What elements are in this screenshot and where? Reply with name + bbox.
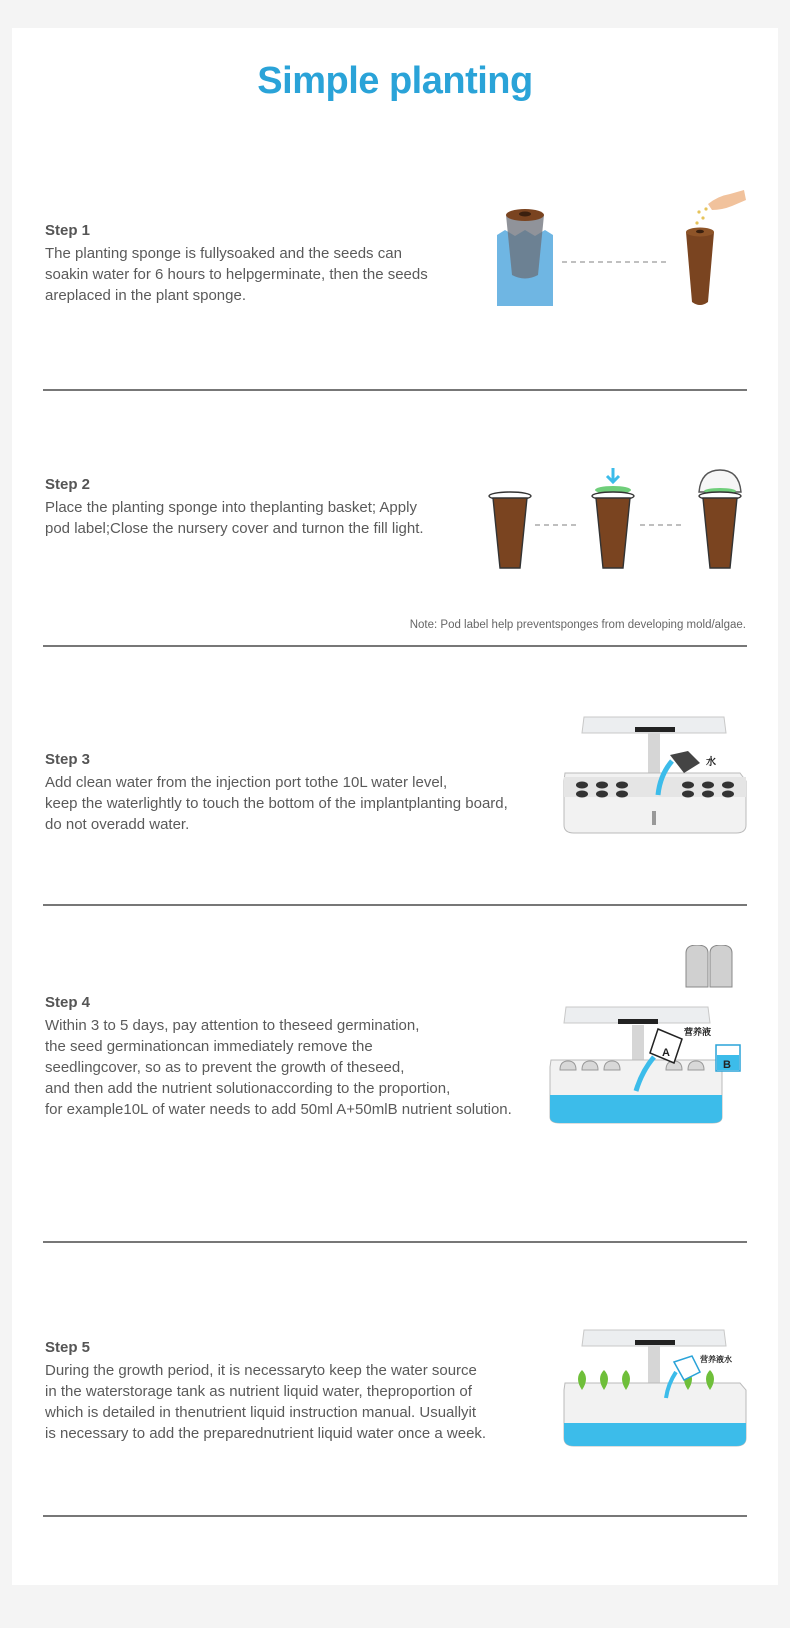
step-text: Add clean water from the injection port tothe 10L water level, keep the waterlightly to touch the bottom of the implantplanting board, do not overadd water. <box>45 774 508 833</box>
step-text: Within 3 to 5 days, pay attention to theseed germination, the seed germinationcan immediately remove the seedlingcover, so as to prevent the growth of theseed, and then add the nutrient solutionaccording to the proportion, for example10L of water needs to add 50ml A+50mlB nutrient solution. <box>45 1017 512 1118</box>
step-text: Place the planting sponge into theplanting basket; Apply pod label;Close the nursery cover and turnon the fill light. <box>45 499 424 537</box>
nutrient-water-label: 营养液水 <box>700 1355 732 1364</box>
water-label: 水 <box>706 757 716 768</box>
basket-illustration <box>480 460 750 575</box>
nutrient-a-label: A <box>662 1047 670 1059</box>
divider <box>43 904 747 906</box>
pod-3 <box>699 470 741 568</box>
water-fill-illustration <box>560 715 750 835</box>
step-1 <box>45 222 428 306</box>
step-5 <box>45 1339 486 1444</box>
step-3 <box>45 751 508 835</box>
step-label: Step 3 <box>45 751 91 768</box>
pod-2 <box>592 468 634 568</box>
soak-sponge-illustration <box>490 190 750 310</box>
step-label: Step 2 <box>45 476 91 493</box>
step-2 <box>45 476 424 539</box>
nutrient-illustration <box>546 945 751 1125</box>
page-title: Simple planting <box>257 60 533 102</box>
step-4 <box>45 994 512 1120</box>
note-text: Note: Pod label help preventsponges from developing mold/algae. <box>409 619 746 631</box>
growth-illustration <box>560 1328 750 1448</box>
nutrient-label: 营养液 <box>684 1027 712 1037</box>
step-label: Step 5 <box>45 1339 91 1356</box>
pod-1 <box>489 492 531 568</box>
divider <box>43 1241 747 1243</box>
nutrient-b-label: B <box>723 1059 731 1071</box>
step-label: Step 1 <box>45 222 91 239</box>
divider <box>43 645 747 647</box>
divider <box>43 389 747 391</box>
step-text: The planting sponge is fullysoaked and the seeds can soakin water for 6 hours to helpgerminate, then the seeds areplaced in the plant sponge. <box>45 245 428 304</box>
divider <box>43 1515 747 1517</box>
step-text: During the growth period, it is necessaryto keep the water source in the waterstorage tank as nutrient liquid water, theproportion of which is detailed in thenutrient liquid instruction manual. Usuallyit is necessary to add the preparednutrient liquid water once a week. <box>45 1362 487 1442</box>
step-label: Step 4 <box>45 994 91 1011</box>
